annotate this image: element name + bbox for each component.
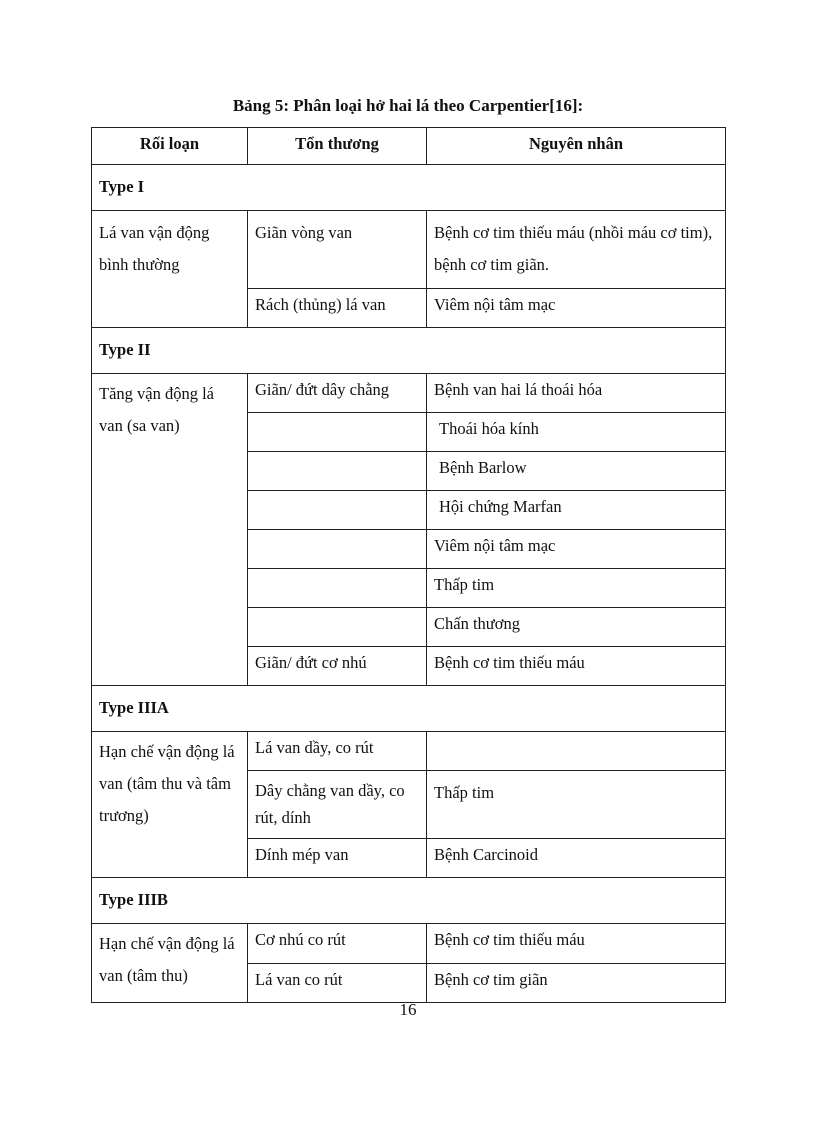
type-row <box>92 165 726 211</box>
carpentier-classification-table <box>91 127 726 1003</box>
header-cause: Nguyên nhân <box>427 128 726 165</box>
lesion-cell <box>248 452 427 491</box>
lesion-cell: Dây chằng van dầy, co rút, dính <box>248 771 427 839</box>
lesion-cell <box>248 608 427 647</box>
cause-cell: Hội chứng Marfan <box>427 491 726 530</box>
lesion-cell: Rách (thủng) lá van <box>248 289 427 328</box>
lesion-cell <box>248 569 427 608</box>
cause-cell: Viêm nội tâm mạc <box>427 289 726 328</box>
lesion-cell: Giãn vòng van <box>248 211 427 289</box>
lesion-cell: Lá van dầy, co rút <box>248 732 427 771</box>
header-lesion: Tổn thương <box>248 128 427 165</box>
type-row <box>92 878 726 924</box>
cause-cell: Bệnh van hai lá thoái hóa <box>427 374 726 413</box>
type-label: Type II <box>92 328 726 374</box>
lesion-cell: Cơ nhú co rút <box>248 924 427 964</box>
table-row <box>92 374 726 413</box>
lesion-cell: Giãn/ đứt dây chằng <box>248 374 427 413</box>
lesion-cell <box>248 530 427 569</box>
cause-cell <box>427 732 726 771</box>
type-row <box>92 686 726 732</box>
header-disorder: Rối loạn <box>92 128 248 165</box>
cause-cell: Thấp tim <box>427 771 726 839</box>
header-row <box>92 128 726 165</box>
cause-cell: Bệnh cơ tim thiếu máu (nhồi máu cơ tim), bệnh cơ tim giãn. <box>427 211 726 289</box>
lesion-cell <box>248 413 427 452</box>
lesion-cell <box>248 491 427 530</box>
cause-cell: Bệnh Barlow <box>427 452 726 491</box>
cause-cell: Bệnh cơ tim giãn <box>427 963 726 1003</box>
cause-cell: Chấn thương <box>427 608 726 647</box>
lesion-cell: Dính mép van <box>248 839 427 878</box>
cause-cell: Bệnh cơ tim thiếu máu <box>427 647 726 686</box>
disorder-cell: Lá van vận động bình thường <box>92 211 248 328</box>
disorder-cell: Hạn chế vận động lá van (tâm thu) <box>92 924 248 1003</box>
type-row <box>92 328 726 374</box>
table-row <box>92 732 726 771</box>
cause-cell: Thấp tim <box>427 569 726 608</box>
cause-cell: Bệnh cơ tim thiếu máu <box>427 924 726 964</box>
type-label: Type IIIB <box>92 878 726 924</box>
disorder-cell: Tăng vận động lá van (sa van) <box>92 374 248 686</box>
table-caption: Bảng 5: Phân loại hở hai lá theo Carpentier[16]: <box>232 96 584 115</box>
cause-cell: Thoái hóa kính <box>427 413 726 452</box>
table-row <box>92 211 726 289</box>
type-label: Type I <box>92 165 726 211</box>
table-row <box>92 924 726 964</box>
lesion-cell: Giãn/ đứt cơ nhú <box>248 647 427 686</box>
lesion-cell: Lá van co rút <box>248 963 427 1003</box>
disorder-cell: Hạn chế vận động lá van (tâm thu và tâm trương) <box>92 732 248 878</box>
cause-cell: Bệnh Carcinoid <box>427 839 726 878</box>
page-number: 16 <box>399 1000 417 1019</box>
cause-cell: Viêm nội tâm mạc <box>427 530 726 569</box>
type-label: Type IIIA <box>92 686 726 732</box>
